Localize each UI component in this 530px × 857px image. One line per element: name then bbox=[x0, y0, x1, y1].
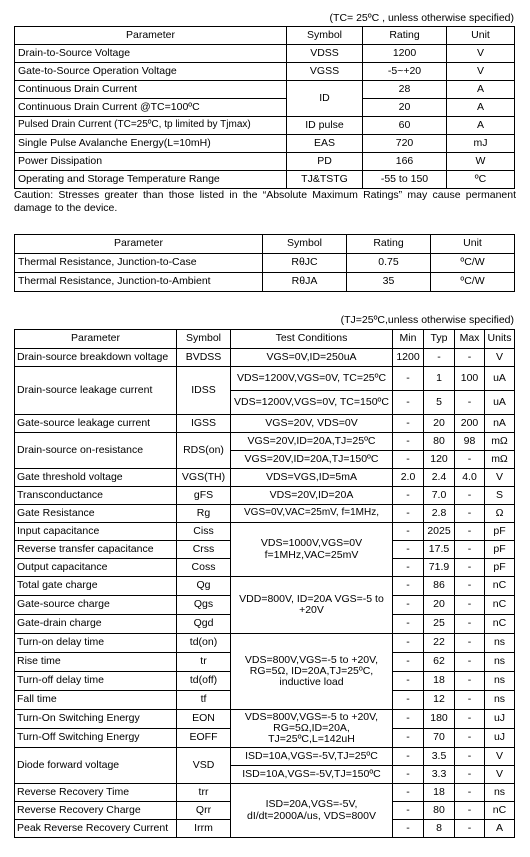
symbol-cell: ID pulse bbox=[287, 117, 363, 135]
symbol-cell: VGSS bbox=[287, 63, 363, 81]
min-cell: - bbox=[393, 596, 424, 615]
param-cell: Output capacitance bbox=[15, 559, 177, 577]
symbol-cell: Crss bbox=[177, 541, 231, 559]
max-cell: - bbox=[455, 802, 485, 820]
typ-cell: 3.3 bbox=[424, 766, 455, 784]
param-cell: Thermal Resistance, Junction-to-Ambient bbox=[15, 273, 263, 292]
param-cell: Total gate charge bbox=[15, 577, 177, 596]
table-row bbox=[15, 254, 515, 273]
unit-cell: pF bbox=[485, 559, 515, 577]
max-cell: 4.0 bbox=[455, 469, 485, 487]
param-cell: Continuous Drain Current bbox=[15, 81, 287, 99]
min-cell: - bbox=[393, 653, 424, 672]
min-cell: - bbox=[393, 615, 424, 634]
unit-cell: ºC bbox=[447, 171, 515, 189]
typ-cell: 70 bbox=[424, 729, 455, 748]
table-row bbox=[15, 487, 515, 505]
symbol-cell: IGSS bbox=[177, 415, 231, 433]
unit-cell: uJ bbox=[485, 729, 515, 748]
symbol-cell: gFS bbox=[177, 487, 231, 505]
param-cell: Operating and Storage Temperature Range bbox=[15, 171, 287, 189]
typ-cell: 18 bbox=[424, 784, 455, 802]
symbol-cell: tr bbox=[177, 653, 231, 672]
rating-cell: 35 bbox=[347, 273, 431, 292]
param-cell: Thermal Resistance, Junction-to-Case bbox=[15, 254, 263, 273]
abs-max-table-wrap bbox=[14, 26, 514, 189]
max-cell: - bbox=[455, 691, 485, 710]
symbol-cell: td(on) bbox=[177, 634, 231, 653]
param-cell: Continuous Drain Current @TC=100ºC bbox=[15, 99, 287, 117]
max-cell: - bbox=[455, 634, 485, 653]
rating-cell: 1200 bbox=[363, 45, 447, 63]
min-cell: - bbox=[393, 729, 424, 748]
typ-cell: 80 bbox=[424, 802, 455, 820]
param-cell: Turn-On Switching Energy bbox=[15, 710, 177, 729]
unit-cell: W bbox=[447, 153, 515, 171]
param-cell: Drain-to-Source Voltage bbox=[15, 45, 287, 63]
abs-max-table bbox=[14, 26, 515, 189]
table-row bbox=[15, 273, 515, 292]
param-cell: Gate-drain charge bbox=[15, 615, 177, 634]
thermal-table-wrap bbox=[14, 234, 514, 292]
condition-cell: VDS=20V,ID=20A bbox=[231, 487, 393, 505]
symbol-cell: EON bbox=[177, 710, 231, 729]
symbol-cell: td(off) bbox=[177, 672, 231, 691]
table-row bbox=[15, 99, 515, 117]
condition-cell: VDS=VGS,ID=5mA bbox=[231, 469, 393, 487]
symbol-cell: Ciss bbox=[177, 523, 231, 541]
symbol-cell: Rg bbox=[177, 505, 231, 523]
typ-cell: 86 bbox=[424, 577, 455, 596]
unit-cell: nC bbox=[485, 802, 515, 820]
max-cell: - bbox=[455, 766, 485, 784]
symbol-cell: IDSS bbox=[177, 367, 231, 415]
min-cell: - bbox=[393, 367, 424, 391]
unit-cell: Ω bbox=[485, 505, 515, 523]
symbol-cell: ID bbox=[287, 81, 363, 117]
unit-cell: ºC/W bbox=[431, 273, 515, 292]
condition-cell: VGS=20V,ID=20A,TJ=25ºC bbox=[231, 433, 393, 451]
typ-cell: 2025 bbox=[424, 523, 455, 541]
table-row bbox=[15, 153, 515, 171]
col-header: Max bbox=[455, 330, 485, 349]
table-row bbox=[15, 523, 515, 541]
col-header: Parameter bbox=[15, 330, 177, 349]
max-cell: - bbox=[455, 523, 485, 541]
param-cell: Gate Resistance bbox=[15, 505, 177, 523]
table-row bbox=[15, 63, 515, 81]
min-cell: - bbox=[393, 802, 424, 820]
unit-cell: A bbox=[447, 99, 515, 117]
typ-cell: 62 bbox=[424, 653, 455, 672]
unit-cell: uA bbox=[485, 367, 515, 391]
rating-cell: 60 bbox=[363, 117, 447, 135]
typ-cell: 7.0 bbox=[424, 487, 455, 505]
param-cell: Drain-source leakage current bbox=[15, 367, 177, 415]
symbol-cell: trr bbox=[177, 784, 231, 802]
unit-cell: nC bbox=[485, 577, 515, 596]
electrical-note: (TJ=25ºC,unless otherwise specified) bbox=[340, 314, 514, 326]
typ-cell: 80 bbox=[424, 433, 455, 451]
typ-cell: 71.9 bbox=[424, 559, 455, 577]
min-cell: - bbox=[393, 451, 424, 469]
param-cell: Single Pulse Avalanche Energy(L=10mH) bbox=[15, 135, 287, 153]
condition-cell: VDS=800V,VGS=-5 to +20V, RG=5Ω,ID=20A, TJ=25ºC,L=142uH bbox=[231, 710, 393, 748]
param-cell: Gate-source leakage current bbox=[15, 415, 177, 433]
col-header: Parameter bbox=[15, 235, 263, 254]
col-header: Min bbox=[393, 330, 424, 349]
table-row bbox=[15, 748, 515, 766]
max-cell: - bbox=[455, 391, 485, 415]
max-cell: - bbox=[455, 577, 485, 596]
param-cell: Diode forward voltage bbox=[15, 748, 177, 784]
typ-cell: 18 bbox=[424, 672, 455, 691]
unit-cell: nA bbox=[485, 415, 515, 433]
col-header: Rating bbox=[347, 235, 431, 254]
max-cell: - bbox=[455, 653, 485, 672]
unit-cell: A bbox=[485, 820, 515, 838]
symbol-cell: Qg bbox=[177, 577, 231, 596]
min-cell: - bbox=[393, 710, 424, 729]
rating-cell: 0.75 bbox=[347, 254, 431, 273]
max-cell: - bbox=[455, 487, 485, 505]
param-cell: Transconductance bbox=[15, 487, 177, 505]
rating-cell: 20 bbox=[363, 99, 447, 117]
typ-cell: 25 bbox=[424, 615, 455, 634]
min-cell: - bbox=[393, 559, 424, 577]
condition-cell: VGS=20V, VDS=0V bbox=[231, 415, 393, 433]
min-cell: - bbox=[393, 820, 424, 838]
col-header: Rating bbox=[363, 27, 447, 45]
condition-cell: VDS=800V,VGS=-5 to +20V, RG=5Ω, ID=20A,TJ=25ºC, inductive load bbox=[231, 634, 393, 710]
param-cell: Power Dissipation bbox=[15, 153, 287, 171]
table-row bbox=[15, 171, 515, 189]
electrical-table bbox=[14, 329, 515, 838]
unit-cell: V bbox=[485, 766, 515, 784]
max-cell: - bbox=[455, 451, 485, 469]
col-header: Unit bbox=[447, 27, 515, 45]
col-header: Parameter bbox=[15, 27, 287, 45]
table-row bbox=[15, 710, 515, 729]
table-row bbox=[15, 117, 515, 135]
electrical-table-wrap bbox=[14, 329, 514, 838]
symbol-cell: RθJA bbox=[263, 273, 347, 292]
table-row bbox=[15, 349, 515, 367]
symbol-cell: VDSS bbox=[287, 45, 363, 63]
unit-cell: A bbox=[447, 81, 515, 99]
symbol-cell: RθJC bbox=[263, 254, 347, 273]
typ-cell: 120 bbox=[424, 451, 455, 469]
min-cell: - bbox=[393, 766, 424, 784]
unit-cell: nC bbox=[485, 596, 515, 615]
abs-max-note: (TC= 25ºC , unless otherwise specified) bbox=[329, 12, 514, 24]
typ-cell: - bbox=[424, 349, 455, 367]
param-cell: Input capacitance bbox=[15, 523, 177, 541]
unit-cell: ns bbox=[485, 634, 515, 653]
param-cell: Peak Reverse Recovery Current bbox=[15, 820, 177, 838]
condition-cell: VGS=0V,ID=250uA bbox=[231, 349, 393, 367]
typ-cell: 20 bbox=[424, 415, 455, 433]
symbol-cell: BVDSS bbox=[177, 349, 231, 367]
table-row bbox=[15, 45, 515, 63]
param-cell: Rise time bbox=[15, 653, 177, 672]
param-cell: Gate-source charge bbox=[15, 596, 177, 615]
unit-cell: V bbox=[447, 45, 515, 63]
min-cell: - bbox=[393, 415, 424, 433]
col-header: Symbol bbox=[263, 235, 347, 254]
typ-cell: 180 bbox=[424, 710, 455, 729]
min-cell: - bbox=[393, 505, 424, 523]
param-cell: Turn-on delay time bbox=[15, 634, 177, 653]
symbol-cell: PD bbox=[287, 153, 363, 171]
caution-text: Caution: Stresses greater than those listed in the “Absolute Maximum Ratings” may cause permanent damage to the device. bbox=[14, 189, 516, 214]
typ-cell: 3.5 bbox=[424, 748, 455, 766]
unit-cell: uJ bbox=[485, 710, 515, 729]
max-cell: - bbox=[455, 559, 485, 577]
table-row bbox=[15, 135, 515, 153]
table-row bbox=[15, 469, 515, 487]
min-cell: - bbox=[393, 672, 424, 691]
max-cell: - bbox=[455, 349, 485, 367]
condition-cell: VGS=0V,VAC=25mV, f=1MHz, bbox=[231, 505, 393, 523]
rating-cell: -55 to 150 bbox=[363, 171, 447, 189]
unit-cell: ns bbox=[485, 653, 515, 672]
param-cell: Turn-Off Switching Energy bbox=[15, 729, 177, 748]
rating-cell: 720 bbox=[363, 135, 447, 153]
col-header: Symbol bbox=[287, 27, 363, 45]
rating-cell: 166 bbox=[363, 153, 447, 171]
unit-cell: ns bbox=[485, 784, 515, 802]
unit-cell: V bbox=[485, 349, 515, 367]
rating-cell: 28 bbox=[363, 81, 447, 99]
table-row bbox=[15, 415, 515, 433]
max-cell: - bbox=[455, 748, 485, 766]
col-header: Test Conditions bbox=[231, 330, 393, 349]
table-row bbox=[15, 505, 515, 523]
max-cell: - bbox=[455, 672, 485, 691]
symbol-cell: Qgd bbox=[177, 615, 231, 634]
unit-cell: pF bbox=[485, 523, 515, 541]
unit-cell: A bbox=[447, 117, 515, 135]
condition-cell: VDS=1200V,VGS=0V, TC=25ºC bbox=[231, 367, 393, 391]
symbol-cell: Qrr bbox=[177, 802, 231, 820]
symbol-cell: EOFF bbox=[177, 729, 231, 748]
max-cell: - bbox=[455, 541, 485, 559]
max-cell: - bbox=[455, 710, 485, 729]
min-cell: - bbox=[393, 784, 424, 802]
param-cell: Reverse Recovery Time bbox=[15, 784, 177, 802]
typ-cell: 12 bbox=[424, 691, 455, 710]
param-cell: Gate-to-Source Operation Voltage bbox=[15, 63, 287, 81]
unit-cell: V bbox=[447, 63, 515, 81]
symbol-cell: EAS bbox=[287, 135, 363, 153]
unit-cell: ns bbox=[485, 672, 515, 691]
param-cell: Gate threshold voltage bbox=[15, 469, 177, 487]
unit-cell: V bbox=[485, 469, 515, 487]
condition-cell: VDS=1000V,VGS=0V f=1MHz,VAC=25mV bbox=[231, 523, 393, 577]
symbol-cell: RDS(on) bbox=[177, 433, 231, 469]
col-header: Units bbox=[485, 330, 515, 349]
min-cell: - bbox=[393, 748, 424, 766]
symbol-cell: TJ&TSTG bbox=[287, 171, 363, 189]
param-cell: Turn-off delay time bbox=[15, 672, 177, 691]
min-cell: - bbox=[393, 523, 424, 541]
typ-cell: 1 bbox=[424, 367, 455, 391]
max-cell: - bbox=[455, 820, 485, 838]
table-row bbox=[15, 634, 515, 653]
min-cell: - bbox=[393, 691, 424, 710]
max-cell: 200 bbox=[455, 415, 485, 433]
typ-cell: 22 bbox=[424, 634, 455, 653]
min-cell: - bbox=[393, 634, 424, 653]
table-row bbox=[15, 81, 515, 99]
symbol-cell: tf bbox=[177, 691, 231, 710]
min-cell: 1200 bbox=[393, 349, 424, 367]
max-cell: 100 bbox=[455, 367, 485, 391]
condition-cell: VGS=20V,ID=20A,TJ=150ºC bbox=[231, 451, 393, 469]
min-cell: - bbox=[393, 577, 424, 596]
table-row bbox=[15, 367, 515, 391]
max-cell: - bbox=[455, 596, 485, 615]
typ-cell: 5 bbox=[424, 391, 455, 415]
unit-cell: nC bbox=[485, 615, 515, 634]
symbol-cell: VSD bbox=[177, 748, 231, 784]
col-header: Unit bbox=[431, 235, 515, 254]
max-cell: - bbox=[455, 505, 485, 523]
col-header: Symbol bbox=[177, 330, 231, 349]
symbol-cell: VGS(TH) bbox=[177, 469, 231, 487]
min-cell: - bbox=[393, 433, 424, 451]
unit-cell: pF bbox=[485, 541, 515, 559]
min-cell: 2.0 bbox=[393, 469, 424, 487]
typ-cell: 2.4 bbox=[424, 469, 455, 487]
table-row bbox=[15, 433, 515, 451]
param-cell: Pulsed Drain Current (TC=25ºC, tp limited by Tjmax) bbox=[15, 117, 287, 135]
max-cell: 98 bbox=[455, 433, 485, 451]
condition-cell: ISD=10A,VGS=-5V,TJ=150ºC bbox=[231, 766, 393, 784]
rating-cell: -5~+20 bbox=[363, 63, 447, 81]
unit-cell: mJ bbox=[447, 135, 515, 153]
unit-cell: ºC/W bbox=[431, 254, 515, 273]
min-cell: - bbox=[393, 541, 424, 559]
unit-cell: mΩ bbox=[485, 451, 515, 469]
param-cell: Drain-source on-resistance bbox=[15, 433, 177, 469]
condition-cell: VDS=1200V,VGS=0V, TC=150ºC bbox=[231, 391, 393, 415]
unit-cell: uA bbox=[485, 391, 515, 415]
typ-cell: 20 bbox=[424, 596, 455, 615]
symbol-cell: Qgs bbox=[177, 596, 231, 615]
thermal-table bbox=[14, 234, 515, 292]
table-row bbox=[15, 784, 515, 802]
param-cell: Reverse Recovery Charge bbox=[15, 802, 177, 820]
max-cell: - bbox=[455, 615, 485, 634]
max-cell: - bbox=[455, 784, 485, 802]
typ-cell: 17.5 bbox=[424, 541, 455, 559]
condition-cell: ISD=10A,VGS=-5V,TJ=25ºC bbox=[231, 748, 393, 766]
param-cell: Fall time bbox=[15, 691, 177, 710]
typ-cell: 2.8 bbox=[424, 505, 455, 523]
condition-cell: ISD=20A,VGS=-5V, dI/dt=2000A/us, VDS=800V bbox=[231, 784, 393, 838]
min-cell: - bbox=[393, 391, 424, 415]
param-cell: Drain-source breakdown voltage bbox=[15, 349, 177, 367]
condition-cell: VDD=800V, ID=20A VGS=-5 to +20V bbox=[231, 577, 393, 634]
unit-cell: mΩ bbox=[485, 433, 515, 451]
unit-cell: ns bbox=[485, 691, 515, 710]
typ-cell: 8 bbox=[424, 820, 455, 838]
unit-cell: S bbox=[485, 487, 515, 505]
param-cell: Reverse transfer capacitance bbox=[15, 541, 177, 559]
max-cell: - bbox=[455, 729, 485, 748]
min-cell: - bbox=[393, 487, 424, 505]
unit-cell: V bbox=[485, 748, 515, 766]
symbol-cell: Coss bbox=[177, 559, 231, 577]
table-row bbox=[15, 577, 515, 596]
col-header: Typ bbox=[424, 330, 455, 349]
symbol-cell: Irrm bbox=[177, 820, 231, 838]
